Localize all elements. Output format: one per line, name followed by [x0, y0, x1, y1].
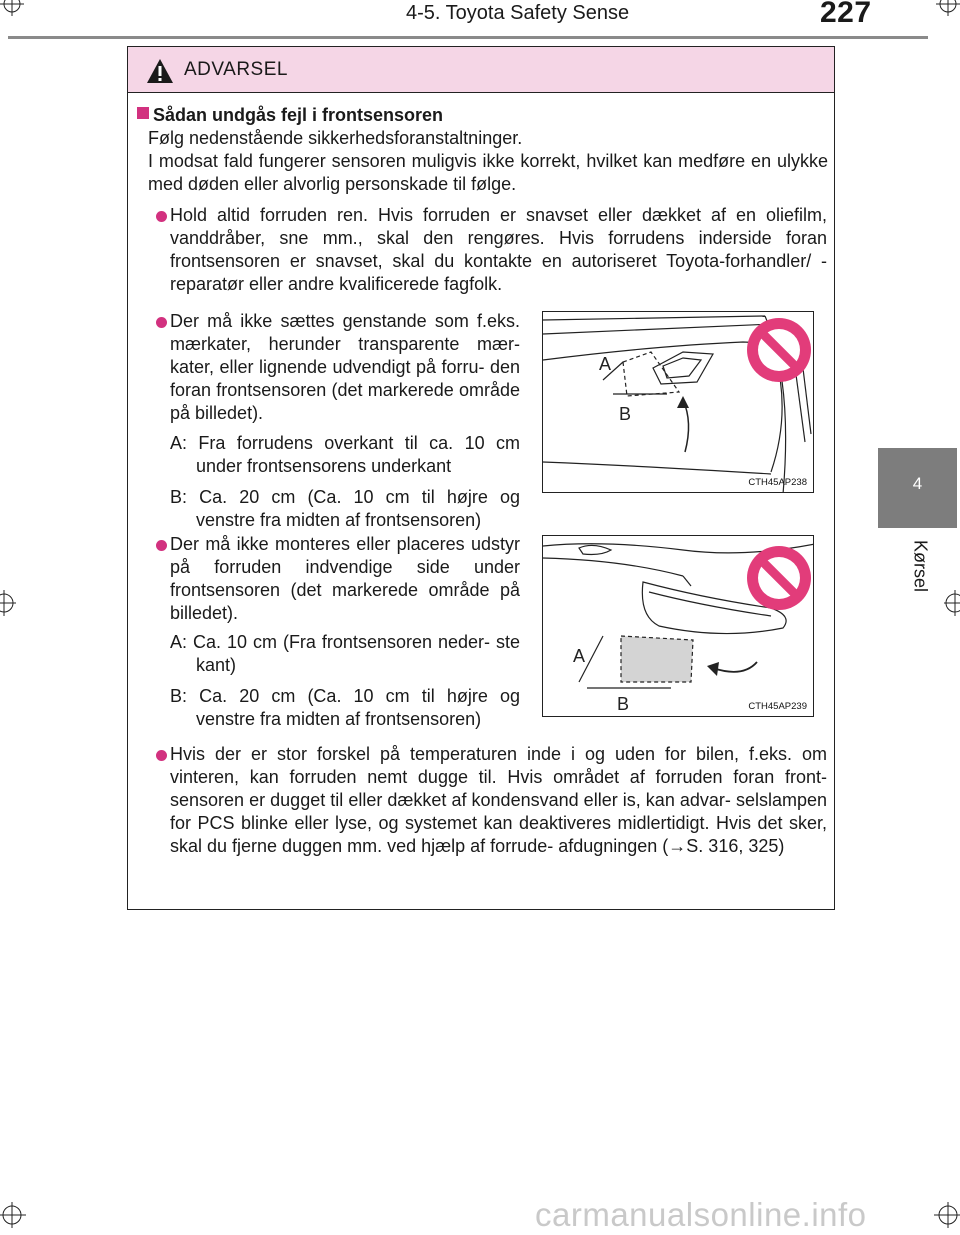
fig2-label-b: B: [617, 694, 630, 714]
bullet3-note-b: B: Ca. 20 cm (Ca. 10 cm til højre og venstre fra midten af frontsensoren): [170, 686, 520, 729]
bullet-dot: [156, 540, 167, 551]
fig2-code: CTH45AP239: [748, 701, 807, 712]
fig2-label-a: A: [573, 646, 586, 666]
bullet-no-stickers: Der må ikke sættes genstande som f.eks. mærkater, herunder transparente mær- kater, eller lignende udvendigt på forru- den foran frontsensoren (det markerede område på billedet).: [170, 311, 520, 423]
chapter-tab: [878, 448, 957, 528]
bullet2-note-a: A: Fra forrudens overkant til ca. 10 cm under frontsensorens underkant: [170, 433, 520, 476]
chapter-label: Kørsel: [910, 540, 931, 593]
fig1-label-b: B: [619, 404, 632, 424]
figure-inside-sensor-area: [542, 535, 814, 717]
chapter-label-wrap: [905, 540, 935, 610]
prohibition-icon: [747, 318, 811, 382]
bullet-dot: [156, 750, 167, 761]
bullet-dot: [156, 211, 167, 222]
fig1-code: CTH45AP238: [748, 477, 807, 488]
bullet2-note-b: B: Ca. 20 cm (Ca. 10 cm til højre og venstre fra midten af frontsensoren): [170, 487, 520, 530]
windshield-inside-illustration: [543, 536, 814, 717]
header-rule: [8, 36, 928, 39]
footer-watermark: carmanualsonline.info: [535, 1196, 867, 1233]
warning-box: [127, 46, 835, 910]
figure-outside-sensor-area: [542, 311, 814, 493]
bullet-clean-windshield: Hold altid forruden ren. Hvis forruden er snavset eller dækket af en oliefilm, vanddråber, sne mm., skal den rengøres. Hvis forrudens inderside foran frontsensoren er snavset, skal du kontakte en autoriseret Toyota-forhandler/ -reparatør eller andre kvalificerede fagfolk.: [170, 205, 827, 294]
section-square-bullet: [137, 107, 149, 119]
warning-heading: Sådan undgås fejl i frontsensoren: [153, 105, 444, 125]
warning-header: [128, 47, 834, 93]
fig1-label-a: A: [599, 354, 612, 374]
windshield-outside-illustration: [543, 312, 814, 493]
intro-line-1: Følg nedenstående sikkerhedsforanstaltninger.: [148, 128, 523, 148]
bullet-no-equipment: Der må ikke monteres eller placeres udstyr på forruden indvendige side under frontsensoren (det markerede område på billedet).: [170, 534, 520, 623]
warning-label: ADVARSEL: [184, 59, 288, 80]
intro-line-2: I modsat fald fungerer sensoren muligvis ikke korrekt, hvilket kan medføre en ulykke med døden eller alvorlig personskade til følge.: [148, 151, 828, 194]
warning-triangle-icon: [145, 57, 175, 85]
chapter-number: 4: [912, 474, 923, 493]
bullet-condensation: Hvis der er stor forskel på temperaturen inde i og uden for bilen, f.eks. om vinteren, kan forruden nemt dugge til. Hvis området af forruden foran front- sensoren er dugget til eller dækket af kondensvand eller is, kan advar- selslampen for PCS blinke eller lyse, og systemet kan deaktiveres midlertidigt. Hvis det sker, skal du fjerne duggen mm. ved hjælp af forrude- afdugningen (→S. 316, 325): [170, 744, 827, 856]
prohibition-icon: [747, 546, 811, 610]
bullet3-note-a: A: Ca. 10 cm (Fra frontsensoren neder- ste kant): [170, 632, 520, 675]
page-number: 227: [820, 0, 872, 29]
section-title: 4-5. Toyota Safety Sense: [406, 2, 630, 24]
bullet-dot: [156, 317, 167, 328]
